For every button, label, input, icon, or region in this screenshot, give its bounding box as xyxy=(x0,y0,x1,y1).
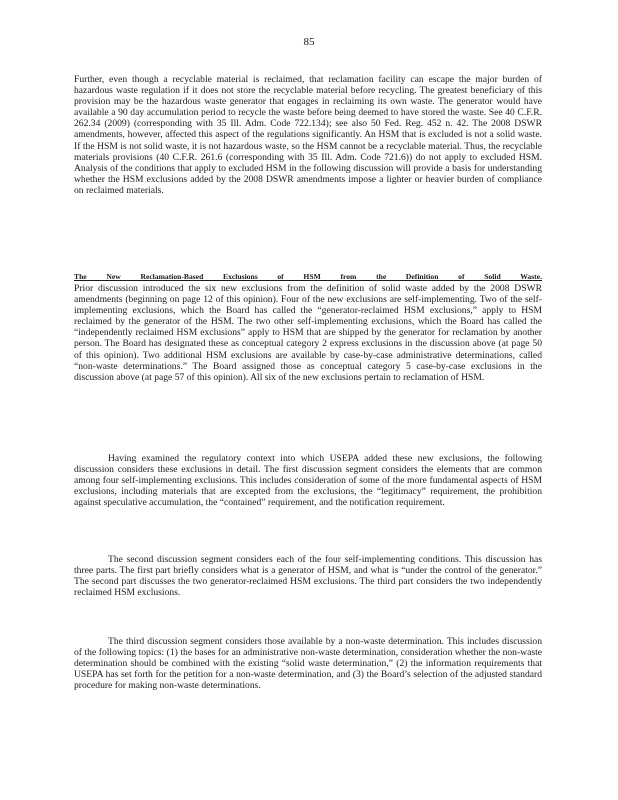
paragraph-second-segment: The second discussion segment considers each of the four self-implementing conditions. This discussion has three parts. The first part briefly considers what is a generator of HSM, and what is “under the control of the generator.” The second part discusses the two generator-reclaimed HSM exclusions. The third part considers the two independently reclaimed HSM exclusions. xyxy=(74,554,542,599)
paragraph-recyclable-material: Further, even though a recyclable material is reclaimed, that reclamation facility can escape the major burden of hazardous waste regulation if it does not store the recyclable material before recycling. The greatest beneficiary of this provision may be the hazardous waste generator that engages in reclaiming its own waste. The generator would have available a 90 day accumulation period to recycle the waste before being deemed to have stored the waste. See 40 C.F.R. 262.34 (2009) (corresponding with 35 Ill. Adm. Code 722.134); see also 50 Fed. Reg. 452 n. 42. The 2008 DSWR amendments, however, affected this aspect of the regulations significantly. An HSM that is excluded is not a solid waste. If the HSM is not solid waste, it is not hazardous waste, so the HSM cannot be a recyclable material. Thus, the recyclable materials provisions (40 C.F.R. 261.6 (corresponding with 35 Ill. Adm. Code 721.6)) do not apply to excluded HSM. Analysis of the conditions that apply to excluded HSM in the following discussion will provide a basis for understanding whether the HSM exclusions added by the 2008 DSWR amendments impose a lighter or heavier burden of compliance on reclaimed materials. xyxy=(74,74,542,196)
section-heading: The New Reclamation-Based Exclusions of HSM from the Definition of Solid Waste. xyxy=(74,272,542,281)
page-number: 85 xyxy=(303,36,315,48)
paragraph-first-segment: Having examined the regulatory context into which USEPA added these new exclusions, the following discussion considers these exclusions in detail. The first discussion segment considers the elements that are common among four self-implementing exclusions. This includes consideration of some of the more fundamental aspects of HSM exclusions, including materials that are excepted from the exclusions, the “legitimacy” requirement, the prohibition against speculative accumulation, the “contained” requirement, and the notification requirement. xyxy=(74,453,542,509)
paragraph-prior-discussion: Prior discussion introduced the six new exclusions from the definition of solid waste added by the 2008 DSWR amendments (beginning on page 12 of this opinion). Four of the new exclusions are self-implementing. Two of the self-implementing exclusions, which the Board has called the “generator-reclaimed HSM exclusions,” apply to HSM reclaimed by the generator of the HSM. The two other self-implementing exclusions, which the Board has called the “independently reclaimed HSM exclusions” apply to HSM that are shipped by the generator for reclamation by another person. The Board has designated these as conceptual category 2 express exclusions in the discussion above (at page 50 of this opinion). Two additional HSM exclusions are available by case-by-case administrative determinations, called “non-waste determinations.” The Board assigned those as conceptual category 5 case-by-case exclusions in the discussion above (at page 57 of this opinion). All six of the new exclusions pertain to reclamation of HSM. xyxy=(74,283,542,383)
paragraph-third-segment: The third discussion segment considers those available by a non-waste determination. This includes discussion of the following topics: (1) the bases for an administrative non-waste determination, consideration whether the non-waste determination should be combined with the existing “solid waste determination,” (2) the information requirements that USEPA has set forth for the petition for a non-waste determination, and (3) the Board’s selection of the adjusted standard procedure for making non-waste determinations. xyxy=(74,636,542,692)
